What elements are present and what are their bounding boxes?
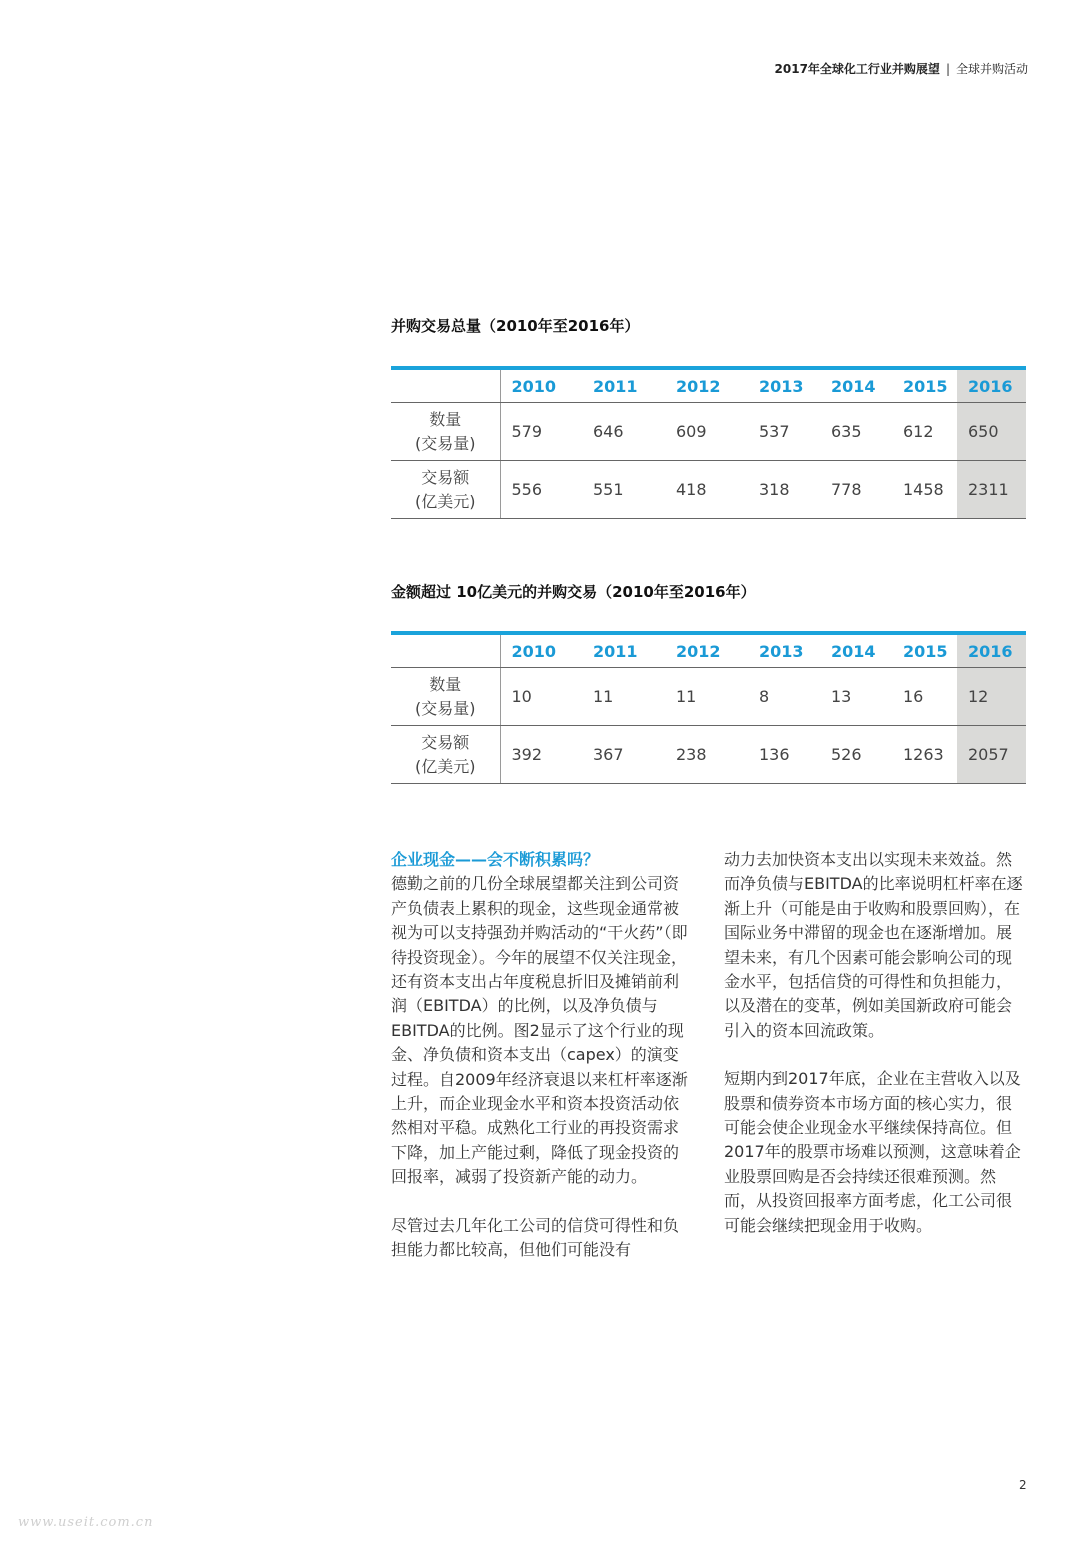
table-cell: 392 [500,726,582,784]
page-number: 2 [1019,1478,1027,1492]
row-label-line1: 数量 [429,674,462,694]
table2-year-header: 2013 [748,633,820,668]
body-right-column [724,848,1024,1262]
body-left-column [391,848,691,1287]
row-label-line1: 数量 [429,409,462,429]
table-cell: 367 [582,726,665,784]
table-row [391,668,1026,726]
table-cell: 1263 [892,726,957,784]
row-label-line2: (交易量) [415,433,476,453]
table1-year-header: 2015 [892,368,957,403]
table2-year-header: 2015 [892,633,957,668]
table-cell: 646 [582,403,665,461]
section-subheading: 企业现金——会不断积累吗？ [391,850,600,869]
row-label [391,726,500,784]
right-paragraph-1: 动力去加快资本支出以实现未来效益。然而净负债与EBITDA的比率说明杠杆率在逐渐上升（可能是由于收购和股票回购），在国际业务中滞留的现金也在逐渐增加。展望未来，有几个因素可能会影响公司的现金水平，包括信贷的可得性和负担能力，以及潜在的变革，例如美国新政府可能会引入的资本回流政策。 [724,850,1023,1040]
row-label-line1: 交易额 [421,732,470,752]
row-label-line1: 交易额 [421,467,470,487]
row-label [391,403,500,461]
table-cell: 13 [820,668,892,726]
table-cell: 1458 [892,461,957,519]
table2-year-header: 2011 [582,633,665,668]
table1-year-header-highlighted: 2016 [957,368,1026,403]
table-cell: 11 [582,668,665,726]
table-cell: 537 [748,403,820,461]
table1-year-header: 2014 [820,368,892,403]
table2-corner-cell [391,633,500,668]
right-paragraph-2: 短期内到2017年底，企业在主营收入以及股票和债券资本市场方面的核心实力，很可能会使企业现金水平继续保持高位。但2017年的股票市场难以预测，这意味着企业股票回购是否会持续还很难预测。然而，从投资回报率方面考虑，化工公司很可能会继续把现金用于收购。 [724,1069,1021,1235]
table-cell: 778 [820,461,892,519]
table1-year-header: 2011 [582,368,665,403]
table-cell-highlighted: 650 [957,403,1026,461]
table1-corner-cell [391,368,500,403]
table2-header-row [391,633,1026,668]
table-row [391,461,1026,519]
table-cell-highlighted: 2311 [957,461,1026,519]
table-cell: 11 [665,668,748,726]
table-cell-highlighted: 12 [957,668,1026,726]
row-label-line2: (亿美元) [415,491,476,511]
table-cell: 16 [892,668,957,726]
table-cell: 579 [500,403,582,461]
table-cell: 556 [500,461,582,519]
table2-large-deals [391,631,1026,784]
table-cell: 238 [665,726,748,784]
table-cell: 418 [665,461,748,519]
table-cell: 609 [665,403,748,461]
table1-total-deals [391,366,1026,519]
table1-year-header: 2013 [748,368,820,403]
watermark: www.useit.com.cn [18,1515,154,1530]
report-title: 2017年全球化工行业并购展望 [774,62,940,76]
left-paragraph-1 [391,848,691,1190]
row-label [391,461,500,519]
table-cell: 10 [500,668,582,726]
table-row [391,403,1026,461]
table2-year-header: 2010 [500,633,582,668]
table1-year-header: 2010 [500,368,582,403]
section-name: 全球并购活动 [955,62,1028,76]
table-cell-highlighted: 2057 [957,726,1026,784]
table1-title: 并购交易总量（2010年至2016年） [391,317,640,335]
table-cell: 8 [748,668,820,726]
table-cell: 136 [748,726,820,784]
row-label-line2: (亿美元) [415,756,476,776]
header-separator: | [945,62,950,76]
table1-header-row [391,368,1026,403]
table-cell: 612 [892,403,957,461]
row-label [391,668,500,726]
table2-year-header-highlighted: 2016 [957,633,1026,668]
table-cell: 318 [748,461,820,519]
table1-year-header: 2012 [665,368,748,403]
table-cell: 551 [582,461,665,519]
table-row [391,726,1026,784]
table2-year-header: 2012 [665,633,748,668]
row-label-line2: (交易量) [415,698,476,718]
table-cell: 526 [820,726,892,784]
table-cell: 635 [820,403,892,461]
table2-year-header: 2014 [820,633,892,668]
table2-title: 金额超过 10亿美元的并购交易（2010年至2016年） [391,583,756,601]
running-header [775,60,1028,77]
left-paragraph-1-text: 德勤之前的几份全球展望都关注到公司资产负债表上累积的现金，这些现金通常被视为可以支持强劲并购活动的“干火药”（即待投资现金）。今年的展望不仅关注现金，还有资本支出占年度税息折旧及摊销前利润（EBITDA）的比例，以及净负债与EBITDA的比例。图2显示了这个行业的现金、净负债和资本支出（capex）的演变过程。自2009年经济衰退以来杠杆率逐渐上升，而企业现金水平和资本投资活动依然相对平稳。成熟化工行业的再投资需求下降，加上产能过剩，降低了现金投资的回报率，减弱了投资新产能的动力。 [391,874,688,1187]
left-paragraph-2: 尽管过去几年化工公司的信贷可得性和负担能力都比较高，但他们可能没有 [391,1215,680,1260]
